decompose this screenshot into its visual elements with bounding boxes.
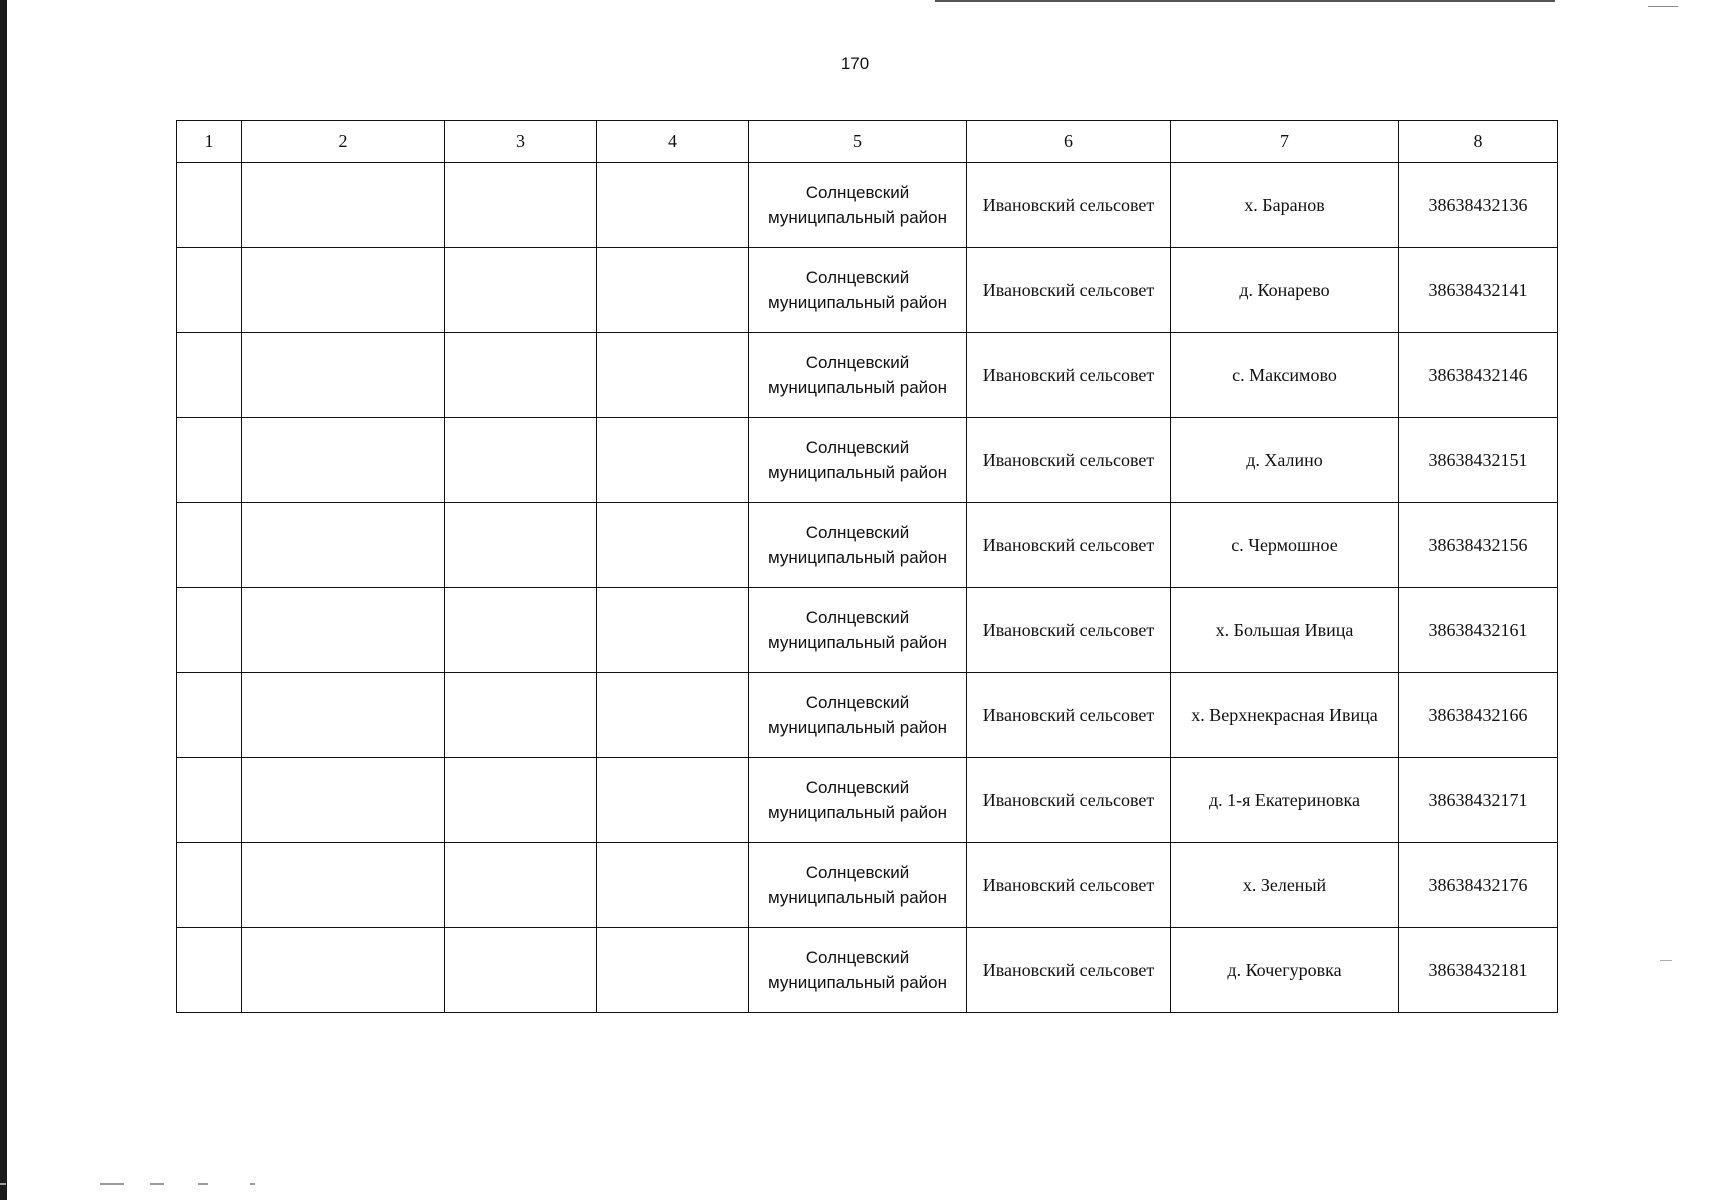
cell-col-1 xyxy=(177,843,242,928)
district-name: Солнцевский xyxy=(805,353,910,372)
locality-cell: х. Большая Ивица xyxy=(1171,588,1399,673)
district-name: Солнцевский xyxy=(805,183,910,202)
district-cell xyxy=(749,503,967,588)
council-cell: Ивановский сельсовет xyxy=(967,248,1171,333)
code-cell: 38638432156 xyxy=(1399,503,1558,588)
district-type: муниципальный район xyxy=(767,208,947,227)
cell-col-2 xyxy=(242,333,445,418)
cell-col-2 xyxy=(242,758,445,843)
cell-col-4 xyxy=(597,418,749,503)
column-header: 5 xyxy=(749,121,967,163)
code-cell: 38638432151 xyxy=(1399,418,1558,503)
locality-cell: с. Чермошное xyxy=(1171,503,1399,588)
column-header: 8 xyxy=(1399,121,1558,163)
district-cell xyxy=(749,758,967,843)
locality-cell: д. Кочегуровка xyxy=(1171,928,1399,1013)
council-cell: Ивановский сельсовет xyxy=(967,673,1171,758)
district-name: Солнцевский xyxy=(805,438,910,457)
council-cell: Ивановский сельсовет xyxy=(967,588,1171,673)
table-row xyxy=(177,843,1558,928)
table-header-row xyxy=(177,121,1558,163)
locality-cell: д. Халино xyxy=(1171,418,1399,503)
column-header: 6 xyxy=(967,121,1171,163)
column-header: 1 xyxy=(177,121,242,163)
cell-col-2 xyxy=(242,503,445,588)
district-name: Солнцевский xyxy=(805,693,910,712)
district-cell xyxy=(749,928,967,1013)
cell-col-4 xyxy=(597,758,749,843)
council-cell: Ивановский сельсовет xyxy=(967,928,1171,1013)
code-cell: 38638432141 xyxy=(1399,248,1558,333)
district-type: муниципальный район xyxy=(767,378,947,397)
locality-cell: х. Зеленый xyxy=(1171,843,1399,928)
cell-col-2 xyxy=(242,163,445,248)
cell-col-2 xyxy=(242,843,445,928)
district-cell xyxy=(749,588,967,673)
district-cell xyxy=(749,163,967,248)
cell-col-4 xyxy=(597,248,749,333)
council-cell: Ивановский сельсовет xyxy=(967,503,1171,588)
locality-cell: с. Максимово xyxy=(1171,333,1399,418)
cell-col-1 xyxy=(177,928,242,1013)
cell-col-1 xyxy=(177,418,242,503)
code-cell: 38638432136 xyxy=(1399,163,1558,248)
cell-col-3 xyxy=(445,673,597,758)
district-type: муниципальный район xyxy=(767,888,947,907)
table-row xyxy=(177,503,1558,588)
table-row xyxy=(177,333,1558,418)
locality-cell: д. Конарево xyxy=(1171,248,1399,333)
cell-col-4 xyxy=(597,333,749,418)
table-row xyxy=(177,248,1558,333)
cell-col-2 xyxy=(242,673,445,758)
cell-col-4 xyxy=(597,588,749,673)
cell-col-2 xyxy=(242,418,445,503)
code-cell: 38638432146 xyxy=(1399,333,1558,418)
council-cell: Ивановский сельсовет xyxy=(967,758,1171,843)
code-cell: 38638432176 xyxy=(1399,843,1558,928)
cell-col-1 xyxy=(177,503,242,588)
cell-col-4 xyxy=(597,928,749,1013)
table-row xyxy=(177,418,1558,503)
council-cell: Ивановский сельсовет xyxy=(967,418,1171,503)
district-cell xyxy=(749,418,967,503)
cell-col-2 xyxy=(242,248,445,333)
column-header: 2 xyxy=(242,121,445,163)
code-cell: 38638432166 xyxy=(1399,673,1558,758)
district-cell xyxy=(749,248,967,333)
table-row xyxy=(177,758,1558,843)
scan-top-dash xyxy=(1648,6,1678,7)
cell-col-1 xyxy=(177,758,242,843)
district-type: муниципальный район xyxy=(767,463,947,482)
cell-col-4 xyxy=(597,843,749,928)
locality-cell: д. 1-я Екатериновка xyxy=(1171,758,1399,843)
cell-col-1 xyxy=(177,333,242,418)
locality-table xyxy=(176,120,1558,1013)
district-name: Солнцевский xyxy=(805,523,910,542)
cell-col-3 xyxy=(445,418,597,503)
district-type: муниципальный район xyxy=(767,973,947,992)
district-name: Солнцевский xyxy=(805,778,910,797)
page-number: 170 xyxy=(840,54,870,73)
cell-col-3 xyxy=(445,503,597,588)
district-name: Солнцевский xyxy=(805,608,910,627)
cell-col-3 xyxy=(445,588,597,673)
district-type: муниципальный район xyxy=(767,803,947,822)
cell-col-4 xyxy=(597,673,749,758)
council-cell: Ивановский сельсовет xyxy=(967,333,1171,418)
column-header: 4 xyxy=(597,121,749,163)
cell-col-1 xyxy=(177,248,242,333)
council-cell: Ивановский сельсовет xyxy=(967,163,1171,248)
cell-col-1 xyxy=(177,588,242,673)
cell-col-4 xyxy=(597,163,749,248)
scan-top-line xyxy=(935,0,1555,2)
district-cell xyxy=(749,843,967,928)
cell-col-3 xyxy=(445,333,597,418)
locality-cell: х. Верхнекрасная Ивица xyxy=(1171,673,1399,758)
district-type: муниципальный район xyxy=(767,548,947,567)
district-cell xyxy=(749,333,967,418)
scan-margin-mark xyxy=(1660,960,1672,961)
locality-cell: х. Баранов xyxy=(1171,163,1399,248)
cell-col-3 xyxy=(445,843,597,928)
district-name: Солнцевский xyxy=(805,268,910,287)
district-type: муниципальный район xyxy=(767,293,947,312)
cell-col-1 xyxy=(177,673,242,758)
cell-col-1 xyxy=(177,163,242,248)
column-header: 7 xyxy=(1171,121,1399,163)
cell-col-2 xyxy=(242,588,445,673)
table-row xyxy=(177,928,1558,1013)
district-type: муниципальный район xyxy=(767,718,947,737)
cell-col-3 xyxy=(445,758,597,843)
code-cell: 38638432181 xyxy=(1399,928,1558,1013)
scan-left-edge xyxy=(0,0,7,1200)
council-cell: Ивановский сельсовет xyxy=(967,843,1171,928)
cell-col-3 xyxy=(445,163,597,248)
district-type: муниципальный район xyxy=(767,633,947,652)
cell-col-3 xyxy=(445,928,597,1013)
table-row xyxy=(177,163,1558,248)
cell-col-3 xyxy=(445,248,597,333)
district-name: Солнцевский xyxy=(805,948,910,967)
code-cell: 38638432161 xyxy=(1399,588,1558,673)
cell-col-4 xyxy=(597,503,749,588)
column-header: 3 xyxy=(445,121,597,163)
table-row xyxy=(177,588,1558,673)
scan-bottom-marks xyxy=(0,1180,300,1190)
district-name: Солнцевский xyxy=(805,863,910,882)
cell-col-2 xyxy=(242,928,445,1013)
district-cell xyxy=(749,673,967,758)
table-row xyxy=(177,673,1558,758)
code-cell: 38638432171 xyxy=(1399,758,1558,843)
